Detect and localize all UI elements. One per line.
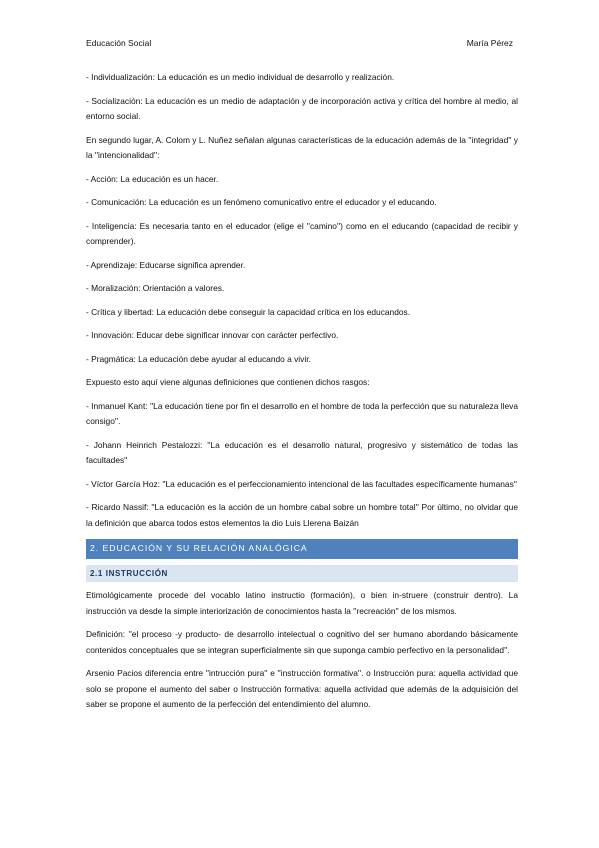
paragraph: Arsenio Pacios diferencia entre ''intrucción pura'' e ''instrucción formativa''. o Instrucción pura: aquella actividad que solo se propone el aumento del saber o Instrucción formativa: aquella actividad que además de la adquisición del saber se propone el aumento de la perfección del entendimiento del alumno.: [86, 668, 518, 709]
paragraph: - Aprendizaje: Educarse significa aprender.: [86, 259, 246, 270]
page-header: [86, 38, 513, 48]
subsection-heading: 2.1 INSTRUCCIÓN: [86, 565, 518, 583]
paragraph: - Johann Heinrich Pestalozzi: ''La educación es el desarrollo natural, progresivo y sistemático de todas las facultades'': [86, 439, 518, 465]
paragraph: - Pragmática: La educación debe ayudar al educando a vivir.: [86, 353, 311, 364]
header-left: Educación Social: [86, 38, 152, 48]
paragraph: - Acción: La educación es un hacer.: [86, 173, 219, 184]
paragraph: - Inteligencia: Es necesaria tanto en el educador (elige el ''camino'') como en el educando (capacidad de recibir y comprender).: [86, 220, 518, 246]
paragraph: Expuesto esto aquí viene algunas definiciones que contienen dichos rasgos:: [86, 377, 370, 387]
header-right: María Pérez: [466, 38, 513, 48]
section-heading: 2. EDUCACIÓN Y SU RELACIÓN ANALÓGICA: [86, 539, 518, 559]
paragraph: Definición: ''el proceso -y producto- de desarrollo intelectual o cognitivo del ser humano abordando básicamente contenidos conceptuales que se integran superficialmente sin que suponga cambio perfectivo en la personalidad''.: [86, 629, 518, 655]
paragraph: Etimológicamente procede del vocablo latino instructio (formación), o bien in-struere (construir dentro). La instrucción va desde la simple interiorización de conocimientos hasta la ''recreación'' de los mismos.: [86, 590, 518, 616]
document-body: [86, 70, 518, 721]
paragraph: - Individualización: La educación es un medio individual de desarrollo y realización.: [86, 72, 395, 82]
paragraph: - Moralización: Orientación a valores.: [86, 283, 225, 293]
paragraph: En segundo lugar, A. Colom y L. Nuñez señalan algunas características de la educación además de la ''integridad'' y la ''intencionalidad'':: [86, 134, 518, 160]
paragraph: - Ricardo Nassif: ''La educación es la acción de un hombre cabal sobre un hombre total'' Por último, no olvidar que la definición que abarca todos estos elementos la dio Luis Llerena Baizán: [86, 502, 518, 528]
paragraph: - Socialización: La educación es un medio de adaptación y de incorporación activa y crítica del hombre al medio, al entorno social.: [86, 95, 518, 121]
paragraph: - Inmanuel Kant: ''La educación tiene por fin el desarrollo en el hombre de toda la perfección que su naturaleza lleva consigo''.: [86, 400, 518, 426]
paragraph: - Víctor García Hoz: ''La educación es el perfeccionamiento intencional de las facultades específicamente humanas'': [86, 478, 517, 489]
paragraph: - Innovación: Educar debe significar innovar con carácter perfectivo.: [86, 330, 339, 340]
paragraph: - Crítica y libertad: La educación debe conseguir la capacidad crítica en los educandos.: [86, 306, 411, 317]
paragraph: - Comunicación: La educación es un fenómeno comunicativo entre el educador y el educando.: [86, 197, 437, 207]
